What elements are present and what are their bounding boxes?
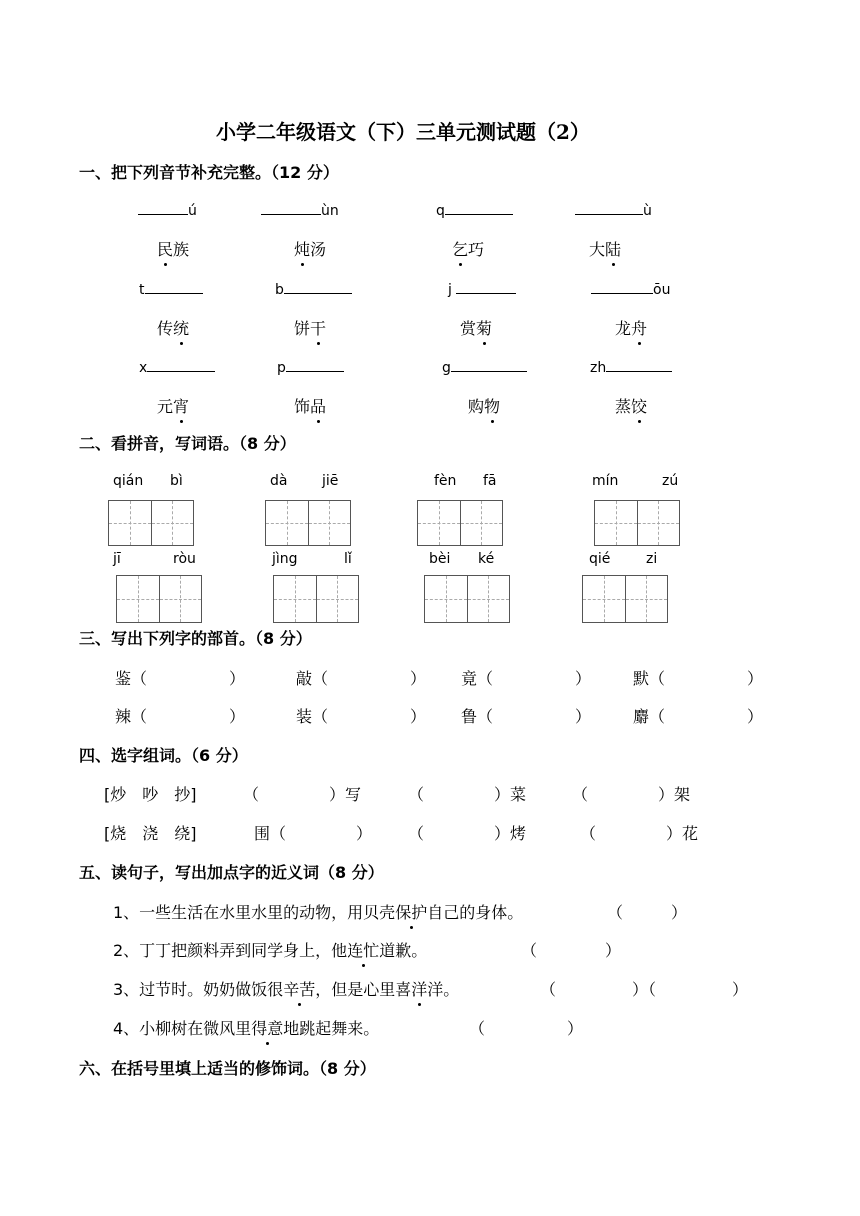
writing-grid[interactable]: [417, 500, 503, 546]
pinyin-label: zú: [662, 473, 679, 489]
word-blank[interactable]: （ ）写: [243, 785, 362, 804]
word: 赏菊: [460, 316, 492, 339]
word: 蒸饺: [615, 394, 647, 417]
pinyin-label: qié: [589, 551, 611, 567]
pinyin-label: jiē: [322, 473, 339, 489]
section-2-heading: 二、看拼音，写词语。（8 分）: [79, 434, 296, 453]
pinyin-blank[interactable]: ùn: [261, 200, 339, 219]
pinyin-label: jìng: [272, 551, 298, 567]
section-5-heading: 五、读句子，写出加点字的近义词（8 分）: [79, 863, 384, 882]
pinyin-label: bèi: [429, 551, 451, 567]
section-3-heading: 三、写出下列字的部首。（8 分）: [79, 629, 312, 648]
pinyin-label: fā: [483, 473, 497, 489]
answer-blank[interactable]: （ ）: [469, 1019, 584, 1038]
answer-blank[interactable]: （ ）（ ）: [540, 980, 749, 999]
radical-item[interactable]: 装（ ）: [296, 707, 427, 726]
sentence-3: 3、过节时。奶奶做饭很辛苦，但是心里喜洋洋。: [113, 977, 459, 1000]
pinyin-label: mín: [592, 473, 619, 489]
word: 民族: [157, 237, 189, 260]
radical-item[interactable]: 竟（ ）: [461, 669, 592, 688]
pinyin-blank[interactable]: g: [442, 357, 527, 376]
word: 传统: [157, 316, 189, 339]
pinyin-blank[interactable]: p: [277, 357, 344, 376]
radical-item[interactable]: 辣（ ）: [115, 707, 246, 726]
pinyin-blank[interactable]: zh: [590, 357, 672, 376]
radical-item[interactable]: 麝（ ）: [633, 707, 764, 726]
sentence-1: 1、一些生活在水里水里的动物，用贝壳保护自己的身体。: [113, 900, 523, 923]
writing-grid[interactable]: [116, 575, 202, 623]
pinyin-blank[interactable]: b: [275, 279, 352, 298]
word-blank[interactable]: （ ）菜: [408, 785, 527, 804]
word: 元宵: [157, 394, 189, 417]
word: 饼干: [294, 316, 326, 339]
pinyin-blank[interactable]: x: [139, 357, 215, 376]
radical-item[interactable]: 默（ ）: [633, 669, 764, 688]
section-4-heading: 四、选字组词。（6 分）: [79, 746, 248, 765]
pinyin-blank[interactable]: ōu: [591, 279, 670, 298]
writing-grid[interactable]: [273, 575, 359, 623]
pinyin-blank[interactable]: t: [139, 279, 203, 298]
word: 大陆: [589, 237, 621, 260]
word: 乞巧: [452, 237, 484, 260]
answer-blank[interactable]: （ ）: [607, 903, 688, 922]
pinyin-label: jī: [113, 551, 121, 567]
page-title: 小学二年级语文（下）三单元测试题（2）: [216, 120, 590, 144]
pinyin-blank[interactable]: q: [436, 200, 513, 219]
word: 购物: [468, 394, 500, 417]
pinyin-label: dà: [270, 473, 288, 489]
char-group: [烧 浇 绕]: [104, 824, 197, 843]
writing-grid[interactable]: [265, 500, 351, 546]
word-blank[interactable]: （ ）花: [580, 824, 699, 843]
pinyin-label: ké: [478, 551, 495, 567]
section-6-heading: 六、在括号里填上适当的修饰词。（8 分）: [79, 1059, 376, 1078]
word-blank[interactable]: （ ）架: [572, 785, 691, 804]
writing-grid[interactable]: [108, 500, 194, 546]
radical-item[interactable]: 鉴（ ）: [115, 669, 246, 688]
word-blank[interactable]: 围（ ）: [254, 824, 373, 843]
char-group: [炒 吵 抄]: [104, 785, 197, 804]
pinyin-blank[interactable]: ú: [138, 200, 197, 219]
pinyin-label: fèn: [434, 473, 457, 489]
writing-grid[interactable]: [594, 500, 680, 546]
word-blank[interactable]: （ ）烤: [408, 824, 527, 843]
answer-blank[interactable]: （ ）: [521, 941, 622, 960]
writing-grid[interactable]: [582, 575, 668, 623]
word: 饰品: [294, 394, 326, 417]
sentence-2: 2、丁丁把颜料弄到同学身上，他连忙道歉。: [113, 938, 427, 961]
sentence-4: 4、小柳树在微风里得意地跳起舞来。: [113, 1016, 379, 1039]
word: 龙舟: [615, 316, 647, 339]
writing-grid[interactable]: [424, 575, 510, 623]
section-1-heading: 一、把下列音节补充完整。（12 分）: [79, 163, 339, 182]
word: 炖汤: [294, 237, 326, 260]
pinyin-label: qián: [113, 473, 144, 489]
pinyin-label: lǐ: [344, 551, 352, 567]
radical-item[interactable]: 鲁（ ）: [461, 707, 592, 726]
pinyin-label: bì: [170, 473, 183, 489]
pinyin-blank[interactable]: ù: [575, 200, 652, 219]
pinyin-label: zi: [646, 551, 658, 567]
radical-item[interactable]: 敲（ ）: [296, 669, 427, 688]
pinyin-label: ròu: [173, 551, 196, 567]
pinyin-blank[interactable]: j: [448, 279, 516, 298]
